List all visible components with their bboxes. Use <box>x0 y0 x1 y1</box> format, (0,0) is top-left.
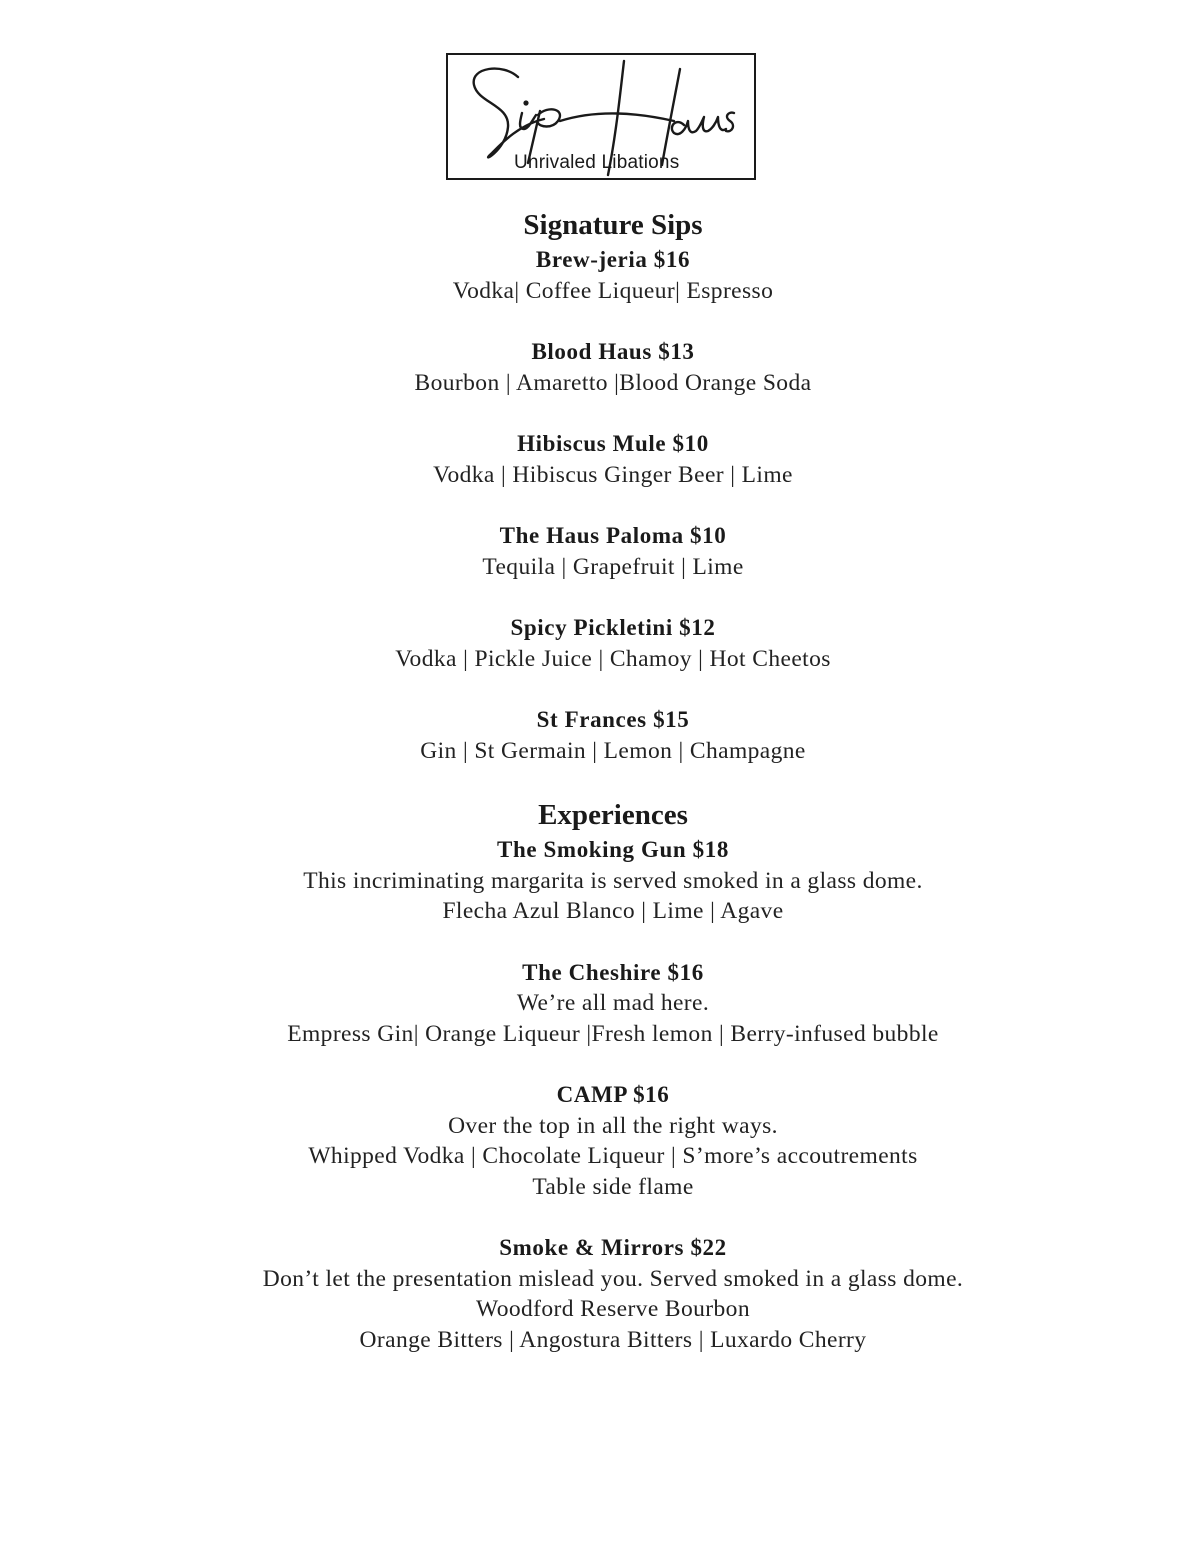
menu-item <box>0 429 1200 490</box>
item-description: Empress Gin| Orange Liqueur |Fresh lemon | Berry-infused bubble <box>287 1020 939 1047</box>
item-description: Flecha Azul Blanco | Lime | Agave <box>442 898 784 924</box>
section-title: Experiences <box>538 799 688 831</box>
menu-item <box>0 958 1200 1050</box>
menu-item <box>0 835 1200 927</box>
menu-item <box>0 521 1200 582</box>
menu <box>0 205 1200 1386</box>
item-tagline: This incriminating margarita is served smoked in a glass dome. <box>303 867 923 894</box>
menu-item <box>0 705 1200 766</box>
item-description: Vodka | Pickle Juice | Chamoy | Hot Cheetos <box>395 645 831 672</box>
item-description: Bourbon | Amaretto |Blood Orange Soda <box>414 369 812 396</box>
item-tagline: We’re all mad here. <box>516 990 710 1016</box>
item-description: Tequila | Grapefruit | Lime <box>482 553 744 580</box>
section-experiences <box>0 795 1200 1355</box>
menu-item <box>0 1233 1200 1355</box>
item-name: Blood Haus $13 <box>531 339 695 364</box>
menu-item <box>0 337 1200 398</box>
item-name: The Smoking Gun $18 <box>497 837 729 862</box>
item-description: Gin | St Germain | Lemon | Champagne <box>420 737 806 764</box>
item-note: Table side flame <box>532 1173 694 1200</box>
section-signature-sips <box>0 205 1200 766</box>
item-description: Vodka| Coffee Liqueur| Espresso <box>452 277 774 304</box>
item-name: Smoke & Mirrors $22 <box>499 1235 727 1260</box>
item-description: Vodka | Hibiscus Ginger Beer | Lime <box>433 461 793 488</box>
item-description: Whipped Vodka | Chocolate Liqueur | S’more’s accoutrements <box>308 1143 918 1169</box>
item-name: CAMP $16 <box>556 1082 670 1107</box>
menu-item <box>0 245 1200 306</box>
item-name: Spicy Pickletini $12 <box>510 615 716 640</box>
item-name: Hibiscus Mule $10 <box>517 431 709 456</box>
item-name: Brew-jeria $16 <box>535 247 691 272</box>
item-name: The Cheshire $16 <box>522 959 704 985</box>
item-name: The Haus Paloma $10 <box>499 523 727 548</box>
section-title: Signature Sips <box>523 209 703 241</box>
item-tagline: Don’t let the presentation mislead you. Served smoked in a glass dome. <box>262 1265 964 1292</box>
logo-box <box>446 53 756 180</box>
item-description: Woodford Reserve Bourbon <box>476 1296 750 1322</box>
item-tagline: Over the top in all the right ways. <box>448 1112 778 1139</box>
logo-tagline: Unrivaled Libations <box>514 152 680 173</box>
menu-item <box>0 1080 1200 1202</box>
item-description: Orange Bitters | Angostura Bitters | Luxardo Cherry <box>359 1326 867 1353</box>
item-name: St Frances $15 <box>536 707 690 732</box>
menu-item <box>0 613 1200 674</box>
